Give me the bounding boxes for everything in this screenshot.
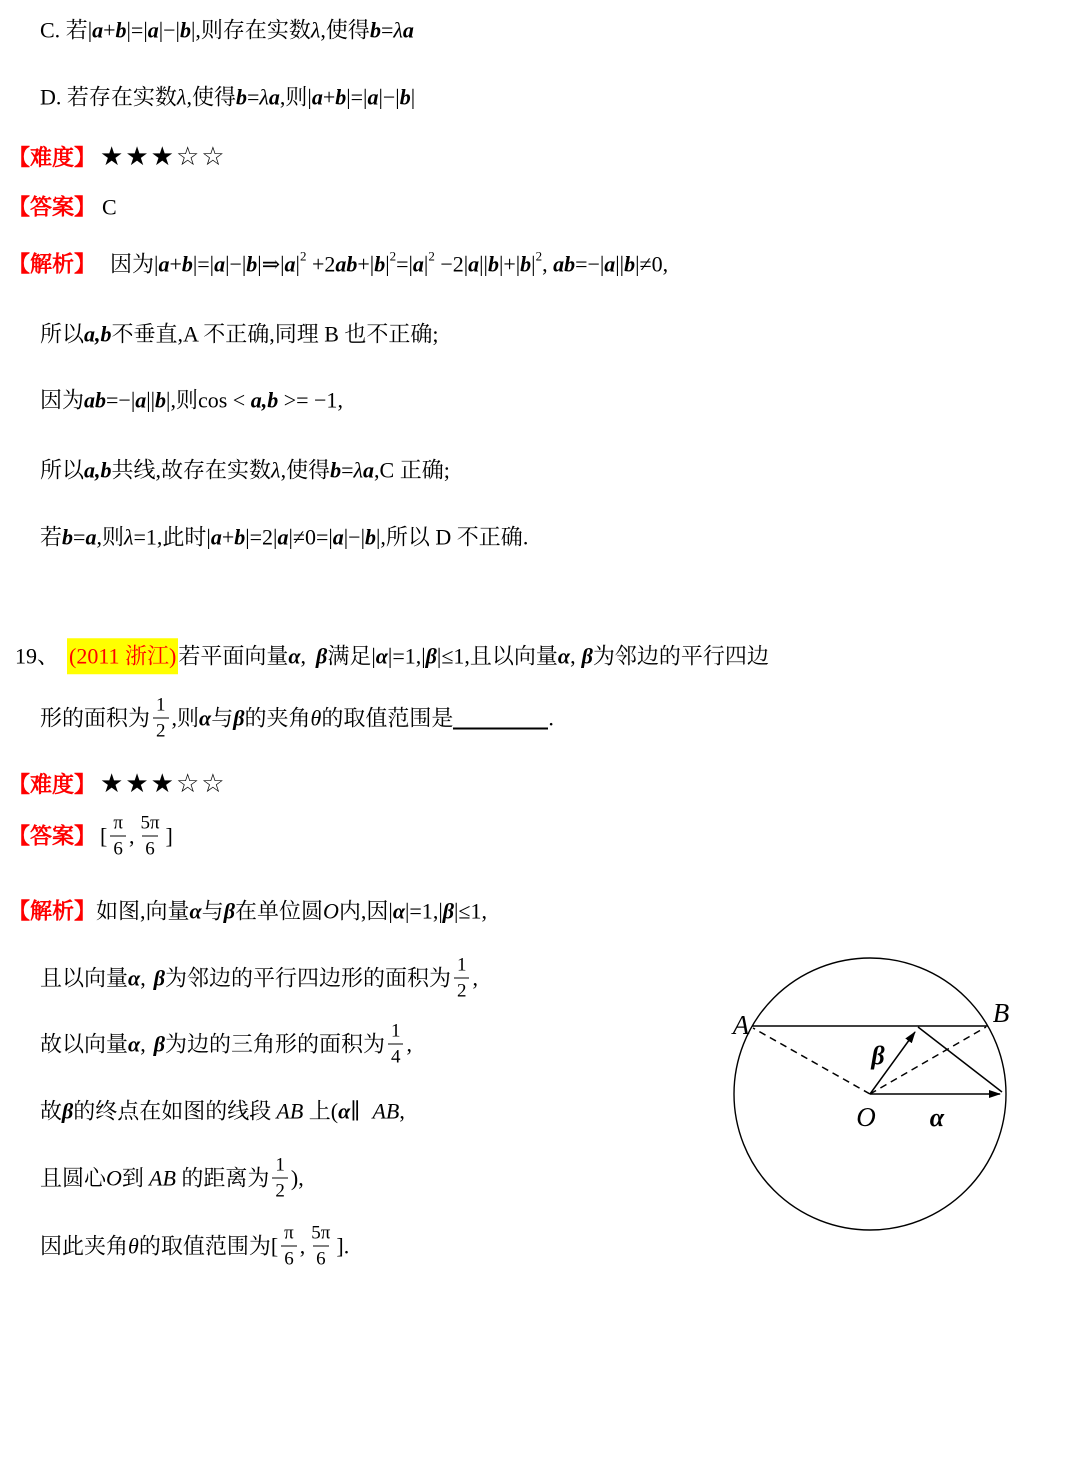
triangle-side xyxy=(918,1027,1002,1092)
math-roman: + xyxy=(221,524,235,550)
text-run: , xyxy=(481,898,487,924)
vector-bold-italic: β xyxy=(442,898,454,924)
math-roman: cos < xyxy=(197,387,251,413)
math-roman: |⇒| xyxy=(257,251,285,277)
point-label-b: B xyxy=(992,998,1010,1028)
math-roman: =1 xyxy=(133,524,157,550)
difficulty-label: 【难度】 xyxy=(8,771,97,797)
text-run: 故 xyxy=(40,1098,63,1124)
vector-bold-italic: a xyxy=(277,524,289,550)
math-roman: | xyxy=(307,84,312,110)
difficulty-line-2 xyxy=(8,768,227,801)
fraction-denominator: 6 xyxy=(110,836,126,859)
fraction xyxy=(110,814,126,859)
vector-bold-italic: α xyxy=(199,705,212,731)
text-run: 因为 xyxy=(110,251,155,277)
fraction-denominator: 2 xyxy=(272,1178,288,1201)
option-letter-d: D. xyxy=(40,84,67,110)
text-run: 如图,向量 xyxy=(96,898,190,924)
text-run: 因此夹角 xyxy=(40,1233,129,1259)
math-roman: |=| xyxy=(126,17,148,43)
math-roman: | xyxy=(410,84,416,110)
math-italic: λ xyxy=(259,84,269,110)
fraction xyxy=(454,956,470,1001)
text-run: 也不正确; xyxy=(344,321,439,347)
fraction-numerator: 1 xyxy=(390,1020,401,1042)
text-run: , xyxy=(140,1031,146,1057)
text-run: 、 xyxy=(37,643,60,669)
analysis2-line-4 xyxy=(40,1097,405,1125)
fraction-numerator: 1 xyxy=(456,954,467,976)
analysis-line-3 xyxy=(40,386,343,414)
difficulty-label: 【难度】 xyxy=(8,144,97,170)
vector-bold-italic: a xyxy=(92,17,104,43)
fraction-numerator: 1 xyxy=(275,1154,285,1176)
fraction-denominator: 2 xyxy=(454,978,470,1001)
vector-bold-italic: b xyxy=(487,251,499,277)
text-run: ,则 xyxy=(96,524,124,550)
radius-ob-dashed xyxy=(870,1027,986,1094)
math-roman: = xyxy=(341,457,354,483)
text-run: 为邻边的平行四边形的面积为 xyxy=(164,965,451,991)
text-run: 满足 xyxy=(327,643,372,669)
fraction-denominator: 6 xyxy=(313,1246,329,1269)
vector-bold-italic: α xyxy=(375,643,388,669)
text-run: , xyxy=(337,387,343,413)
vector-bold-italic: a,b xyxy=(84,321,112,347)
vector-bold-italic: b xyxy=(369,17,381,43)
fraction xyxy=(137,814,162,859)
math-roman: +| xyxy=(357,251,375,277)
text-run: 上( xyxy=(308,1098,339,1124)
source-highlight: (2011 浙江) xyxy=(67,638,178,674)
fraction-denominator: 2 xyxy=(153,718,169,741)
vector-bold-italic: b xyxy=(234,524,246,550)
math-italic: λ xyxy=(393,17,403,43)
math-roman: |≠0 xyxy=(635,251,663,277)
vector-bold-italic: b xyxy=(624,251,636,277)
text-run: 形的面积为 xyxy=(40,705,151,731)
math-roman: |−| xyxy=(378,84,400,110)
analysis2-line-2 xyxy=(40,956,478,1001)
math-roman: = xyxy=(73,524,86,550)
math-roman: +2 xyxy=(306,251,336,277)
math-roman: || xyxy=(479,251,488,277)
answer-label: 【答案】 xyxy=(8,194,97,220)
vector-bold-italic: β xyxy=(223,898,235,924)
math-roman: , xyxy=(128,823,135,849)
math-roman: || xyxy=(146,387,156,413)
text-run: 的取值范围为 xyxy=(138,1233,271,1259)
math-italic: AB xyxy=(143,1165,182,1191)
math-roman: |=2| xyxy=(245,524,278,550)
vector-bold-italic: a xyxy=(284,251,296,277)
analysis-label: 【解析】 xyxy=(8,251,97,277)
fraction xyxy=(272,1156,288,1201)
vector-bold-italic: β xyxy=(233,705,245,731)
fraction-numerator: π xyxy=(284,1222,294,1244)
option-letter-c: C. xyxy=(40,17,66,43)
analysis-line-2 xyxy=(40,320,439,348)
math-roman: | xyxy=(87,17,93,43)
vector-bold-italic: b xyxy=(399,84,411,110)
vector-bold-italic: ab xyxy=(553,251,576,277)
vector-bold-italic: a xyxy=(158,251,170,277)
vector-bold-italic: b xyxy=(115,17,127,43)
vector-bold-italic: α xyxy=(128,965,141,991)
option-c-line xyxy=(40,16,414,44)
analysis2-line-3 xyxy=(40,1022,412,1067)
math-roman: |≠0=| xyxy=(288,524,333,550)
math-italic: AB xyxy=(372,1098,400,1124)
analysis2-line-1 xyxy=(8,897,487,925)
fraction-numerator: 1 xyxy=(156,694,166,716)
text-run: , xyxy=(140,965,146,991)
text-run: 为边的三角形的面积为 xyxy=(164,1031,385,1057)
math-roman: . xyxy=(522,524,529,550)
vector-bold-italic: a xyxy=(367,84,379,110)
math-roman: B xyxy=(318,321,345,347)
vector-bold-italic: a xyxy=(268,84,280,110)
vector-bold-italic: a xyxy=(604,251,616,277)
vector-bold-italic: b xyxy=(330,457,342,483)
math-roman: + xyxy=(322,84,336,110)
fraction-denominator: 4 xyxy=(388,1044,404,1067)
text-run: ,使得 xyxy=(186,84,236,110)
text-run: ,此时 xyxy=(156,524,207,550)
question-19-line-2 xyxy=(40,696,554,741)
text-run: ,则 xyxy=(170,387,198,413)
fraction-numerator: 5π xyxy=(140,812,160,834)
text-run: , xyxy=(432,898,439,924)
analysis2-line-6 xyxy=(40,1224,349,1269)
analysis-line-1 xyxy=(8,247,669,278)
math-roman: , xyxy=(299,1233,306,1259)
vector-bold-italic: b xyxy=(181,251,193,277)
text-run: , xyxy=(406,1031,412,1057)
radius-oa-dashed xyxy=(753,1028,870,1094)
text-run: 的取值范围是 xyxy=(321,705,454,731)
text-run: 因为 xyxy=(40,387,85,413)
vector-bold-italic: a xyxy=(147,17,159,43)
analysis2-line-5 xyxy=(40,1156,304,1201)
fraction xyxy=(308,1224,333,1269)
text-run: , xyxy=(374,457,380,483)
math-roman: ∥ xyxy=(350,1098,361,1124)
math-roman: + xyxy=(169,251,182,277)
math-roman: ] xyxy=(336,1233,344,1259)
superscript: 2 xyxy=(428,247,435,263)
vector-bold-italic: a xyxy=(210,524,222,550)
math-roman: | xyxy=(295,251,300,277)
superscript: 2 xyxy=(535,247,543,263)
vector-bold-italic: b xyxy=(374,251,386,277)
math-roman: | xyxy=(166,387,171,413)
math-italic: O xyxy=(106,1165,122,1191)
text-run: , xyxy=(570,643,576,669)
point-label-a: A xyxy=(732,1010,750,1040)
answer-value: C xyxy=(102,194,117,220)
text-run: , xyxy=(300,643,307,669)
text-run: 故以向量 xyxy=(40,1031,129,1057)
vector-bold-italic: β xyxy=(425,643,437,669)
text-run: , xyxy=(472,965,478,991)
text-run: ,所以 xyxy=(380,524,430,550)
vector-bold-italic: β xyxy=(153,1031,165,1057)
math-italic: λ xyxy=(123,524,134,550)
text-run: 的夹角 xyxy=(244,705,311,731)
math-roman: = xyxy=(380,17,394,43)
math-roman: | xyxy=(206,524,211,550)
math-italic: λ xyxy=(310,17,321,43)
analysis-label: 【解析】 xyxy=(8,898,97,924)
vector-bold-italic: a xyxy=(363,457,375,483)
fraction xyxy=(281,1224,297,1269)
question-19-line-1 xyxy=(15,638,769,674)
text-run: , xyxy=(542,251,554,277)
math-italic: θ xyxy=(128,1233,139,1259)
math-roman: | xyxy=(385,251,390,277)
analysis-line-5 xyxy=(40,523,528,551)
math-roman: ] xyxy=(165,823,173,849)
text-run: 的距离为 xyxy=(181,1165,270,1191)
vector-bold-italic: α xyxy=(288,643,301,669)
math-italic: θ xyxy=(310,705,322,731)
vector-bold-italic: a xyxy=(332,524,344,550)
fraction xyxy=(153,696,169,741)
fraction-denominator: 6 xyxy=(281,1246,297,1269)
unit-circle-diagram xyxy=(690,945,1030,1245)
math-roman: | xyxy=(531,251,536,277)
math-roman: [ xyxy=(270,1233,279,1259)
math-roman: >= −1 xyxy=(278,387,338,413)
vector-bold-italic: α xyxy=(128,1031,141,1057)
math-roman: A xyxy=(183,321,204,347)
text-run: 所以 xyxy=(40,457,85,483)
point-label-o: O xyxy=(856,1102,876,1132)
math-roman: | xyxy=(438,898,443,924)
vector-bold-italic: b xyxy=(155,387,167,413)
text-run: 若 xyxy=(40,524,63,550)
text-run: ,且以向量 xyxy=(464,643,558,669)
fraction xyxy=(388,1022,404,1067)
text-run: ,使得 xyxy=(320,17,370,43)
text-run: , xyxy=(662,251,669,277)
math-roman: |=| xyxy=(192,251,215,277)
text-run: ,则 xyxy=(171,705,200,731)
text-run: ,使得 xyxy=(280,457,331,483)
math-roman: |=1 xyxy=(405,898,433,924)
math-italic: AB xyxy=(271,1098,309,1124)
math-roman: | xyxy=(388,898,393,924)
option-d-line xyxy=(40,83,415,111)
text-run: 且以向量 xyxy=(40,965,129,991)
vector-bold-italic: β xyxy=(316,643,328,669)
fraction-numerator: π xyxy=(113,812,123,834)
math-roman: =−| xyxy=(575,251,605,277)
text-run: , xyxy=(399,1098,405,1124)
text-run: 不正确,同理 xyxy=(203,321,319,347)
text-run: 不垂直, xyxy=(111,321,184,347)
text-run: 与 xyxy=(201,898,224,924)
math-roman: D xyxy=(429,524,457,550)
math-roman: + xyxy=(103,17,116,43)
math-roman: |+| xyxy=(498,251,521,277)
math-italic: λ xyxy=(271,457,281,483)
superscript: 2 xyxy=(389,247,397,263)
text-run: 若平面向量 xyxy=(178,643,289,669)
text-run: 正确; xyxy=(399,457,450,483)
vector-bold-italic: ab xyxy=(84,387,107,413)
text-run: 与 xyxy=(211,705,234,731)
math-roman: [ xyxy=(100,823,108,849)
question-number: 19 xyxy=(15,643,37,669)
math-roman: |≤1 xyxy=(436,643,465,669)
math-roman: −2| xyxy=(434,251,469,277)
math-roman: = xyxy=(246,84,260,110)
vector-bold-italic: b xyxy=(62,524,74,550)
vector-bold-italic: b xyxy=(364,524,376,550)
vector-bold-italic: β xyxy=(62,1098,74,1124)
vector-bold-italic: α xyxy=(338,1098,351,1124)
text-run: 在单位圆 xyxy=(235,898,324,924)
answer-blank xyxy=(453,727,548,730)
vector-bold-italic: a xyxy=(412,251,424,277)
vector-bold-italic: a xyxy=(402,17,414,43)
vector-bold-italic: b xyxy=(520,251,532,277)
text-run: 为邻边的平行四边 xyxy=(592,643,769,669)
math-roman: =−| xyxy=(106,387,136,413)
math-roman: | xyxy=(421,643,426,669)
fraction-denominator: 6 xyxy=(142,836,158,859)
vector-bold-italic: α xyxy=(392,898,405,924)
text-run: 所以 xyxy=(40,321,85,347)
text-run: 且圆心 xyxy=(40,1165,107,1191)
vector-bold-italic: b xyxy=(179,17,191,43)
math-roman: | xyxy=(375,524,381,550)
vector-bold-italic: a,b xyxy=(84,457,112,483)
math-roman: |=1 xyxy=(387,643,416,669)
vector-bold-italic: α xyxy=(557,643,571,669)
text-run: , xyxy=(415,643,422,669)
math-roman: | xyxy=(154,251,159,277)
text-run: 内,因 xyxy=(338,898,389,924)
vector-bold-italic: a xyxy=(311,84,323,110)
math-roman: . xyxy=(548,705,554,731)
text-run: 共线,故存在实数 xyxy=(111,457,272,483)
vector-bold-italic: a xyxy=(468,251,480,277)
text-run: 到 xyxy=(121,1165,144,1191)
vector-bold-italic: b xyxy=(335,84,347,110)
text-run: ), xyxy=(290,1165,304,1191)
math-roman: . xyxy=(343,1233,350,1259)
text-run: ,则存在实数 xyxy=(195,17,311,43)
vector-bold-italic: a,b xyxy=(250,387,279,413)
vector-bold-italic: ab xyxy=(335,251,358,277)
vector-bold-italic: a xyxy=(214,251,226,277)
vector-bold-italic: β xyxy=(581,643,593,669)
vector-bold-italic: b xyxy=(235,84,247,110)
math-roman: =| xyxy=(396,251,413,277)
answer-line-2 xyxy=(8,814,173,859)
text-run: 若 xyxy=(65,17,88,43)
vector-bold-italic: a xyxy=(85,524,97,550)
math-roman: |−| xyxy=(343,524,365,550)
math-roman: || xyxy=(615,251,625,277)
vector-label-alpha: α xyxy=(929,1103,945,1132)
text-run: 的终点在如图的线段 xyxy=(73,1098,272,1124)
math-roman: | xyxy=(423,251,429,277)
vector-bold-italic: α xyxy=(189,898,202,924)
math-roman: |=| xyxy=(346,84,368,110)
math-roman: C xyxy=(379,457,400,483)
analysis-line-4 xyxy=(40,456,450,484)
math-italic: O xyxy=(323,898,339,924)
fraction-numerator: 5π xyxy=(311,1222,331,1244)
difficulty-stars: ★★★☆☆ xyxy=(100,768,227,798)
answer-line-1 xyxy=(8,193,117,221)
text-run: ,则 xyxy=(279,84,308,110)
math-roman: |−| xyxy=(158,17,180,43)
vector-bold-italic: β xyxy=(153,965,165,991)
math-italic: λ xyxy=(353,457,364,483)
difficulty-line-1 xyxy=(8,141,227,174)
superscript: 2 xyxy=(299,247,307,263)
math-italic: λ xyxy=(176,84,187,110)
math-roman: |−| xyxy=(225,251,247,277)
text-run: 不正确 xyxy=(456,524,523,550)
vector-bold-italic: a xyxy=(135,387,147,413)
vector-label-beta: β xyxy=(871,1041,885,1070)
text-run: 若存在实数 xyxy=(66,84,177,110)
math-roman: | xyxy=(371,643,376,669)
answer-label: 【答案】 xyxy=(8,823,97,849)
math-roman: |≤1 xyxy=(454,898,482,924)
difficulty-stars: ★★★☆☆ xyxy=(100,141,227,171)
vector-bold-italic: b xyxy=(246,251,258,277)
math-roman: | xyxy=(190,17,196,43)
